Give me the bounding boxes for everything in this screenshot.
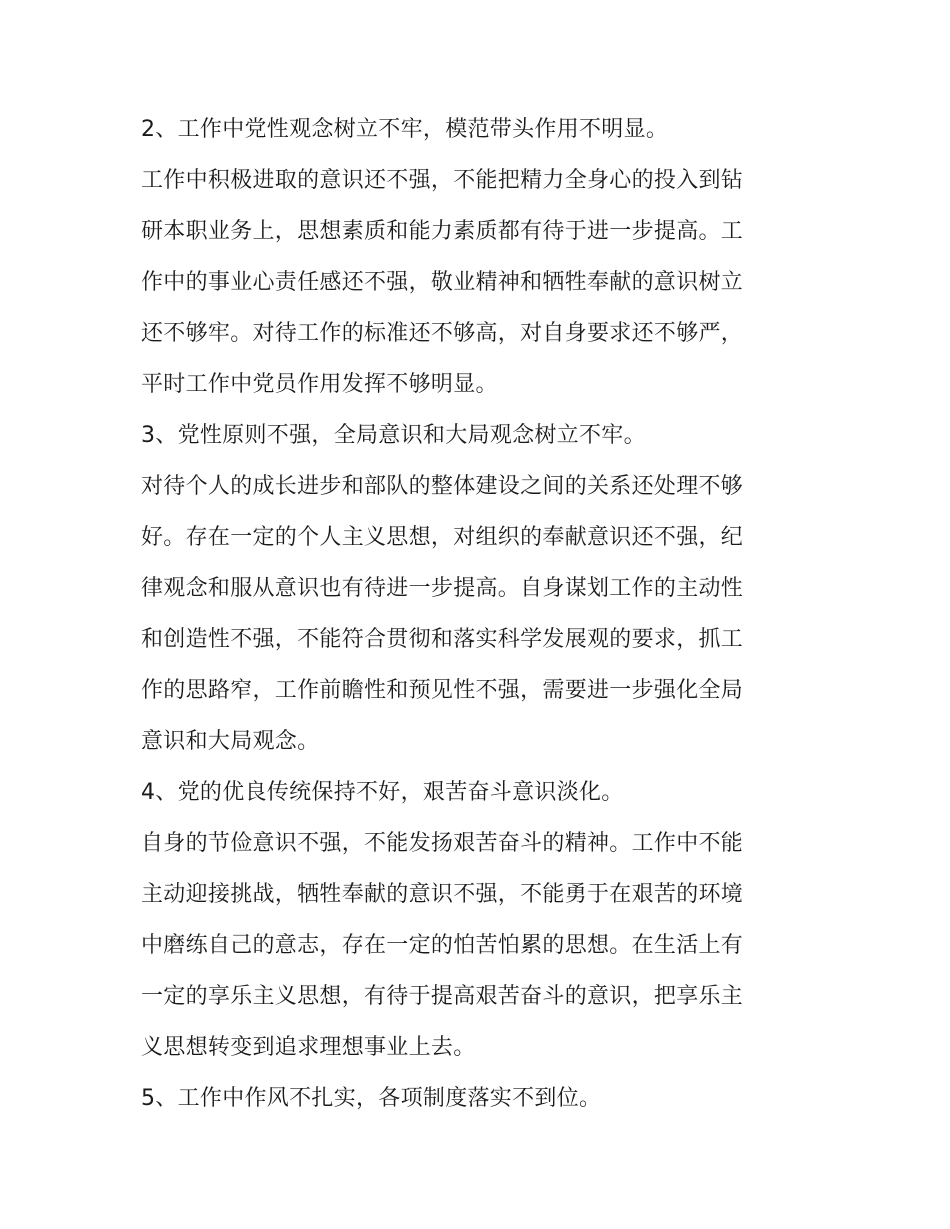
paragraph-line: 主动迎接挑战，牺牲奉献的意识不强，不能勇于在艰苦的环境 — [141, 882, 744, 907]
paragraph-line: 自身的节俭意识不强，不能发扬艰苦奋斗的精神。工作中不能 — [141, 831, 744, 856]
paragraph-line: 意识和大局观念。 — [141, 729, 320, 754]
paragraph-line: 一定的享乐主义思想，有待于提高艰苦奋斗的意识，把享乐主 — [141, 984, 744, 1009]
paragraph-line: 好。存在一定的个人主义思想，对组织的奉献意识还不强，纪 — [141, 525, 744, 550]
paragraph-line: 作的思路窄，工作前瞻性和预见性不强，需要进一步强化全局 — [141, 678, 744, 703]
paragraph-line: 义思想转变到追求理想事业上去。 — [141, 1035, 476, 1060]
paragraph-line: 作中的事业心责任感还不强，敬业精神和牺牲奉献的意识树立 — [141, 270, 744, 295]
paragraph-line: 平时工作中党员作用发挥不够明显。 — [141, 372, 498, 397]
paragraph-line: 还不够牢。对待工作的标准还不够高，对自身要求还不够严， — [141, 321, 744, 346]
paragraph-line: 工作中积极进取的意识还不强，不能把精力全身心的投入到钻 — [141, 168, 744, 193]
heading-item-5: 5、工作中作风不扎实，各项制度落实不到位。 — [141, 1086, 602, 1111]
document-body — [141, 104, 821, 1124]
paragraph-line: 和创造性不强，不能符合贯彻和落实科学发展观的要求，抓工 — [141, 627, 744, 652]
heading-item-3: 3、党性原则不强，全局意识和大局观念树立不牢。 — [141, 423, 646, 448]
heading-item-4: 4、党的优良传统保持不好，艰苦奋斗意识淡化。 — [141, 780, 624, 805]
paragraph-line: 中磨练自己的意志，存在一定的怕苦怕累的思想。在生活上有 — [141, 933, 744, 958]
heading-item-2: 2、工作中党性观念树立不牢，模范带头作用不明显。 — [141, 117, 669, 142]
paragraph-line: 研本职业务上，思想素质和能力素质都有待于进一步提高。工 — [141, 219, 744, 244]
paragraph-line: 对待个人的成长进步和部队的整体建设之间的关系还处理不够 — [141, 474, 744, 499]
paragraph-line: 律观念和服从意识也有待进一步提高。自身谋划工作的主动性 — [141, 576, 744, 601]
